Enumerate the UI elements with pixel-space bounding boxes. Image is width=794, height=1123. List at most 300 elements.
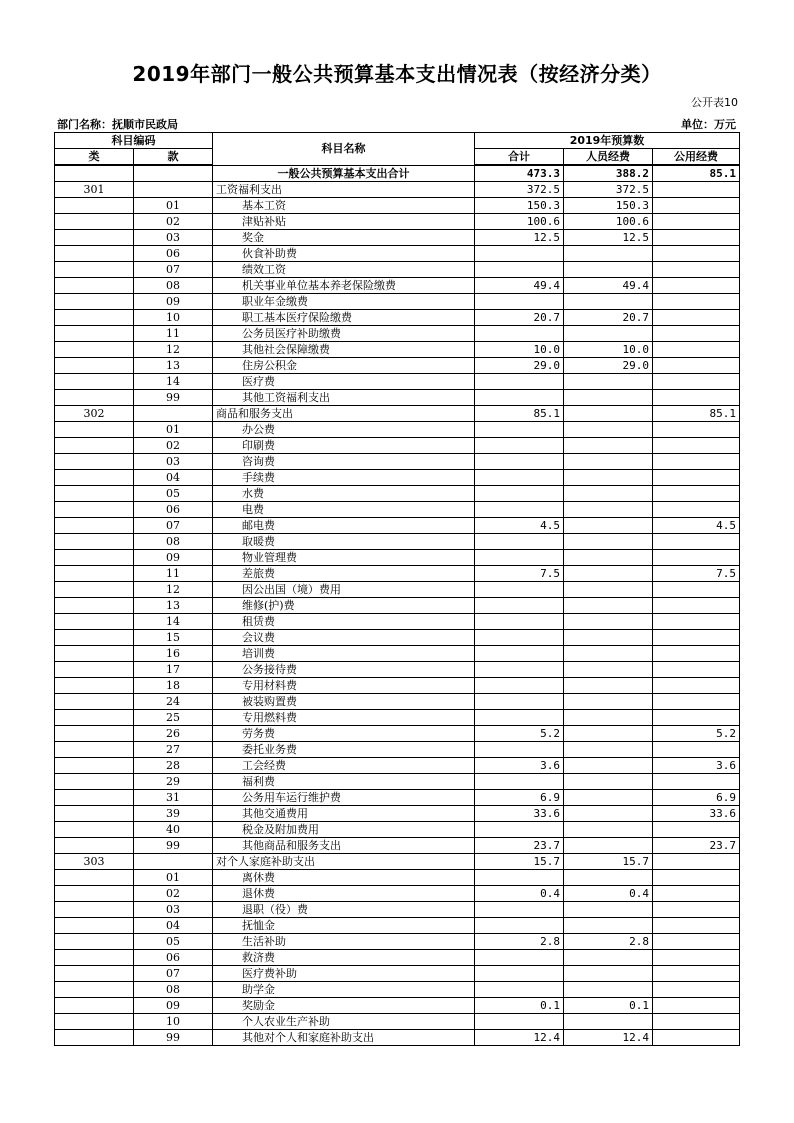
table-row [55, 198, 740, 214]
item-name-cell: 助学金 [213, 982, 475, 998]
table-row [55, 918, 740, 934]
table-row [55, 438, 740, 454]
category-code-cell [55, 470, 134, 486]
budget-table [54, 132, 740, 1046]
public-amount-cell: 7.5 [653, 566, 740, 582]
item-code-cell: 01 [134, 870, 213, 886]
public-amount-cell [653, 694, 740, 710]
item-code-cell: 01 [134, 422, 213, 438]
item-code-cell [134, 406, 213, 422]
total-amount-cell: 85.1 [475, 406, 564, 422]
public-amount-cell [653, 886, 740, 902]
table-row [55, 278, 740, 294]
public-amount-cell [653, 422, 740, 438]
personnel-amount-cell [564, 390, 653, 406]
table-row [55, 646, 740, 662]
item-code-cell: 02 [134, 438, 213, 454]
item-name-cell: 办公费 [213, 422, 475, 438]
item-code-cell: 29 [134, 774, 213, 790]
item-name-cell: 住房公积金 [213, 358, 475, 374]
category-code-cell [55, 870, 134, 886]
public-amount-cell [653, 598, 740, 614]
item-code-cell: 10 [134, 310, 213, 326]
item-name-cell: 其他商品和服务支出 [213, 838, 475, 854]
item-code-cell: 39 [134, 806, 213, 822]
table-row [55, 886, 740, 902]
public-amount-cell [653, 646, 740, 662]
category-code-cell [55, 278, 134, 294]
total-amount-cell: 20.7 [475, 310, 564, 326]
table-row [55, 582, 740, 598]
category-code-cell [55, 694, 134, 710]
public-amount-cell [653, 662, 740, 678]
item-code-cell: 08 [134, 278, 213, 294]
total-category-cell [55, 165, 134, 182]
public-amount-cell [653, 198, 740, 214]
item-name-cell: 退职（役）费 [213, 902, 475, 918]
public-amount-cell [653, 262, 740, 278]
table-row [55, 870, 740, 886]
personnel-amount-cell: 12.4 [564, 1030, 653, 1046]
total-amount-cell [475, 630, 564, 646]
table-row [55, 934, 740, 950]
personnel-amount-cell [564, 918, 653, 934]
item-code-cell: 12 [134, 342, 213, 358]
total-amount-cell [475, 550, 564, 566]
item-code-cell: 04 [134, 918, 213, 934]
personnel-amount-cell: 2.8 [564, 934, 653, 950]
item-name-cell: 因公出国（境）费用 [213, 582, 475, 598]
category-code-cell [55, 726, 134, 742]
table-row [55, 326, 740, 342]
form-number: 公开表10 [691, 96, 738, 109]
category-code-cell [55, 246, 134, 262]
total-amount-cell [475, 390, 564, 406]
total-amount-cell [475, 694, 564, 710]
public-amount-cell [653, 214, 740, 230]
category-code-cell [55, 1030, 134, 1046]
public-amount-cell [653, 966, 740, 982]
header-category: 类 [55, 149, 134, 166]
category-code-cell [55, 534, 134, 550]
personnel-amount-cell [564, 726, 653, 742]
personnel-amount-cell: 100.6 [564, 214, 653, 230]
total-amount-cell: 23.7 [475, 838, 564, 854]
item-name-cell: 电费 [213, 502, 475, 518]
item-code-cell [134, 182, 213, 198]
public-amount-cell [653, 982, 740, 998]
category-code-cell [55, 374, 134, 390]
total-amount-cell [475, 662, 564, 678]
category-code-cell [55, 1014, 134, 1030]
category-code-cell [55, 758, 134, 774]
public-amount-cell [653, 278, 740, 294]
table-row [55, 1030, 740, 1046]
total-amount-cell [475, 822, 564, 838]
item-name-cell: 公务用车运行维护费 [213, 790, 475, 806]
item-code-cell: 17 [134, 662, 213, 678]
header-code-group: 科目编码 [55, 133, 213, 149]
item-code-cell: 03 [134, 230, 213, 246]
category-code-cell [55, 198, 134, 214]
public-amount-cell [653, 870, 740, 886]
item-code-cell: 06 [134, 502, 213, 518]
public-amount-cell [653, 454, 740, 470]
table-row [55, 406, 740, 422]
personnel-amount-cell [564, 662, 653, 678]
total-amount-cell: 6.9 [475, 790, 564, 806]
total-amount-cell [475, 646, 564, 662]
public-amount-cell [653, 486, 740, 502]
personnel-amount-cell [564, 374, 653, 390]
item-code-cell: 01 [134, 198, 213, 214]
category-code-cell [55, 342, 134, 358]
personnel-amount-cell [564, 422, 653, 438]
public-amount-cell [653, 742, 740, 758]
table-row [55, 662, 740, 678]
personnel-amount-cell: 0.1 [564, 998, 653, 1014]
item-name-cell: 物业管理费 [213, 550, 475, 566]
table-row [55, 422, 740, 438]
personnel-amount-cell: 0.4 [564, 886, 653, 902]
item-name-cell: 津贴补贴 [213, 214, 475, 230]
personnel-amount-cell [564, 982, 653, 998]
total-amount-cell: 33.6 [475, 806, 564, 822]
table-row [55, 998, 740, 1014]
item-name-cell: 福利费 [213, 774, 475, 790]
total-amount-cell [475, 598, 564, 614]
public-amount-cell: 4.5 [653, 518, 740, 534]
total-amount-cell [475, 246, 564, 262]
table-row [55, 294, 740, 310]
item-code-cell: 27 [134, 742, 213, 758]
header-item: 款 [134, 149, 213, 166]
item-code-cell: 13 [134, 358, 213, 374]
table-row [55, 950, 740, 966]
item-code-cell: 14 [134, 374, 213, 390]
item-name-cell: 伙食补助费 [213, 246, 475, 262]
total-amount-cell: 10.0 [475, 342, 564, 358]
item-name-cell: 专用材料费 [213, 678, 475, 694]
category-code-cell [55, 518, 134, 534]
personnel-amount-cell: 12.5 [564, 230, 653, 246]
personnel-amount-cell [564, 566, 653, 582]
item-name-cell: 被装购置费 [213, 694, 475, 710]
total-amount-cell [475, 710, 564, 726]
public-amount-cell [653, 774, 740, 790]
category-code-cell [55, 566, 134, 582]
item-name-cell: 工资福利支出 [213, 182, 475, 198]
total-amount-cell [475, 614, 564, 630]
item-name-cell: 其他工资福利支出 [213, 390, 475, 406]
table-row [55, 790, 740, 806]
table-row [55, 966, 740, 982]
item-code-cell: 24 [134, 694, 213, 710]
table-row [55, 470, 740, 486]
item-name-cell: 咨询费 [213, 454, 475, 470]
item-code-cell: 05 [134, 486, 213, 502]
category-code-cell [55, 438, 134, 454]
category-code-cell [55, 902, 134, 918]
item-code-cell: 99 [134, 390, 213, 406]
total-name-cell: 一般公共预算基本支出合计 [213, 165, 475, 182]
header-public: 公用经费 [653, 149, 740, 166]
category-code-cell [55, 918, 134, 934]
item-name-cell: 救济费 [213, 950, 475, 966]
personnel-amount-cell [564, 646, 653, 662]
total-personnel-cell: 388.2 [564, 165, 653, 182]
total-amount-cell [475, 902, 564, 918]
public-amount-cell [653, 182, 740, 198]
table-row [55, 262, 740, 278]
public-amount-cell [653, 438, 740, 454]
total-amount-cell: 0.1 [475, 998, 564, 1014]
public-amount-cell [653, 294, 740, 310]
table-row [55, 342, 740, 358]
personnel-amount-cell [564, 790, 653, 806]
table-row [55, 534, 740, 550]
table-row [55, 630, 740, 646]
category-code-cell: 303 [55, 854, 134, 870]
table-row [55, 566, 740, 582]
public-amount-cell [653, 1030, 740, 1046]
total-amount-cell: 7.5 [475, 566, 564, 582]
item-code-cell: 09 [134, 294, 213, 310]
item-name-cell: 基本工资 [213, 198, 475, 214]
item-code-cell: 07 [134, 966, 213, 982]
category-code-cell [55, 982, 134, 998]
personnel-amount-cell [564, 518, 653, 534]
table-row [55, 182, 740, 198]
table-row [55, 1014, 740, 1030]
item-name-cell: 租赁费 [213, 614, 475, 630]
public-amount-cell [653, 630, 740, 646]
item-code-cell: 07 [134, 262, 213, 278]
total-amount-cell: 0.4 [475, 886, 564, 902]
total-amount-cell [475, 294, 564, 310]
total-amount-cell: 12.5 [475, 230, 564, 246]
personnel-amount-cell [564, 838, 653, 854]
total-amount-cell [475, 470, 564, 486]
item-name-cell: 退休费 [213, 886, 475, 902]
item-code-cell [134, 854, 213, 870]
table-row [55, 902, 740, 918]
public-amount-cell [653, 854, 740, 870]
table-row [55, 726, 740, 742]
total-amount-cell [475, 262, 564, 278]
category-code-cell [55, 630, 134, 646]
item-code-cell: 99 [134, 838, 213, 854]
item-name-cell: 公务员医疗补助缴费 [213, 326, 475, 342]
item-name-cell: 培训费 [213, 646, 475, 662]
item-code-cell: 06 [134, 246, 213, 262]
item-code-cell: 99 [134, 1030, 213, 1046]
public-amount-cell: 23.7 [653, 838, 740, 854]
header-name: 科目名称 [213, 133, 475, 166]
category-code-cell [55, 502, 134, 518]
table-row [55, 806, 740, 822]
category-code-cell [55, 614, 134, 630]
public-amount-cell [653, 390, 740, 406]
total-amount-cell [475, 454, 564, 470]
header-budget-group: 2019年预算数 [475, 133, 740, 149]
category-code-cell [55, 550, 134, 566]
category-code-cell [55, 422, 134, 438]
public-amount-cell [653, 502, 740, 518]
item-name-cell: 劳务费 [213, 726, 475, 742]
item-code-cell: 02 [134, 214, 213, 230]
public-amount-cell: 6.9 [653, 790, 740, 806]
table-row [55, 310, 740, 326]
total-amount-cell [475, 982, 564, 998]
personnel-amount-cell [564, 950, 653, 966]
category-code-cell [55, 822, 134, 838]
item-name-cell: 税金及附加费用 [213, 822, 475, 838]
category-code-cell [55, 998, 134, 1014]
unit-label: 单位：万元 [681, 118, 736, 131]
category-code-cell [55, 214, 134, 230]
personnel-amount-cell: 150.3 [564, 198, 653, 214]
total-amount-cell [475, 438, 564, 454]
total-amount-cell [475, 582, 564, 598]
item-name-cell: 对个人家庭补助支出 [213, 854, 475, 870]
item-name-cell: 奖金 [213, 230, 475, 246]
item-code-cell: 06 [134, 950, 213, 966]
public-amount-cell [653, 998, 740, 1014]
item-code-cell: 08 [134, 982, 213, 998]
personnel-amount-cell: 10.0 [564, 342, 653, 358]
category-code-cell [55, 646, 134, 662]
personnel-amount-cell [564, 438, 653, 454]
header-personnel: 人员经费 [564, 149, 653, 166]
total-amount-cell [475, 870, 564, 886]
item-code-cell: 16 [134, 646, 213, 662]
total-amount-cell: 12.4 [475, 1030, 564, 1046]
personnel-amount-cell [564, 870, 653, 886]
personnel-amount-cell [564, 1014, 653, 1030]
item-code-cell: 28 [134, 758, 213, 774]
category-code-cell [55, 582, 134, 598]
table-row [55, 230, 740, 246]
category-code-cell [55, 294, 134, 310]
total-item-cell [134, 165, 213, 182]
personnel-amount-cell [564, 550, 653, 566]
total-amount-cell: 5.2 [475, 726, 564, 742]
item-name-cell: 公务接待费 [213, 662, 475, 678]
category-code-cell [55, 966, 134, 982]
table-row [55, 598, 740, 614]
item-code-cell: 31 [134, 790, 213, 806]
category-code-cell [55, 358, 134, 374]
personnel-amount-cell: 29.0 [564, 358, 653, 374]
category-code-cell [55, 838, 134, 854]
public-amount-cell [653, 342, 740, 358]
table-row [55, 246, 740, 262]
header-total: 合计 [475, 149, 564, 166]
public-amount-cell [653, 614, 740, 630]
personnel-amount-cell [564, 598, 653, 614]
page-title: 2019年部门一般公共预算基本支出情况表（按经济分类） [132, 62, 662, 86]
table-row [55, 214, 740, 230]
category-code-cell [55, 326, 134, 342]
item-name-cell: 职工基本医疗保险缴费 [213, 310, 475, 326]
total-amount-cell [475, 742, 564, 758]
item-name-cell: 水费 [213, 486, 475, 502]
item-name-cell: 其他社会保障缴费 [213, 342, 475, 358]
public-amount-cell: 85.1 [653, 406, 740, 422]
category-code-cell [55, 678, 134, 694]
item-name-cell: 手续费 [213, 470, 475, 486]
personnel-amount-cell: 372.5 [564, 182, 653, 198]
total-amount-cell [475, 678, 564, 694]
total-amount-cell: 473.3 [475, 165, 564, 182]
table-row [55, 822, 740, 838]
category-code-cell [55, 790, 134, 806]
item-code-cell: 03 [134, 454, 213, 470]
total-amount-cell [475, 1014, 564, 1030]
personnel-amount-cell [564, 758, 653, 774]
item-name-cell: 商品和服务支出 [213, 406, 475, 422]
personnel-amount-cell [564, 806, 653, 822]
public-amount-cell [653, 230, 740, 246]
item-code-cell: 04 [134, 470, 213, 486]
total-amount-cell: 150.3 [475, 198, 564, 214]
table-row [55, 518, 740, 534]
total-amount-cell [475, 374, 564, 390]
item-name-cell: 生活补助 [213, 934, 475, 950]
item-code-cell: 25 [134, 710, 213, 726]
item-code-cell: 07 [134, 518, 213, 534]
personnel-amount-cell [564, 678, 653, 694]
item-name-cell: 离休费 [213, 870, 475, 886]
personnel-amount-cell [564, 326, 653, 342]
total-amount-cell: 2.8 [475, 934, 564, 950]
item-code-cell: 11 [134, 566, 213, 582]
total-amount-cell: 100.6 [475, 214, 564, 230]
personnel-amount-cell [564, 454, 653, 470]
personnel-amount-cell [564, 710, 653, 726]
personnel-amount-cell [564, 406, 653, 422]
personnel-amount-cell [564, 486, 653, 502]
table-row [55, 358, 740, 374]
category-code-cell: 301 [55, 182, 134, 198]
total-amount-cell: 4.5 [475, 518, 564, 534]
personnel-amount-cell [564, 614, 653, 630]
total-amount-cell: 15.7 [475, 854, 564, 870]
table-row [55, 758, 740, 774]
personnel-amount-cell [564, 246, 653, 262]
category-code-cell [55, 950, 134, 966]
category-code-cell [55, 390, 134, 406]
category-code-cell [55, 486, 134, 502]
category-code-cell [55, 934, 134, 950]
total-amount-cell [475, 486, 564, 502]
total-amount-cell [475, 918, 564, 934]
item-name-cell: 工会经费 [213, 758, 475, 774]
personnel-amount-cell [564, 774, 653, 790]
table-row [55, 854, 740, 870]
personnel-amount-cell: 20.7 [564, 310, 653, 326]
public-amount-cell [653, 358, 740, 374]
item-name-cell: 机关事业单位基本养老保险缴费 [213, 278, 475, 294]
item-code-cell: 09 [134, 998, 213, 1014]
personnel-amount-cell [564, 742, 653, 758]
category-code-cell [55, 886, 134, 902]
category-code-cell [55, 742, 134, 758]
table-row [55, 550, 740, 566]
item-name-cell: 印刷费 [213, 438, 475, 454]
personnel-amount-cell [564, 502, 653, 518]
